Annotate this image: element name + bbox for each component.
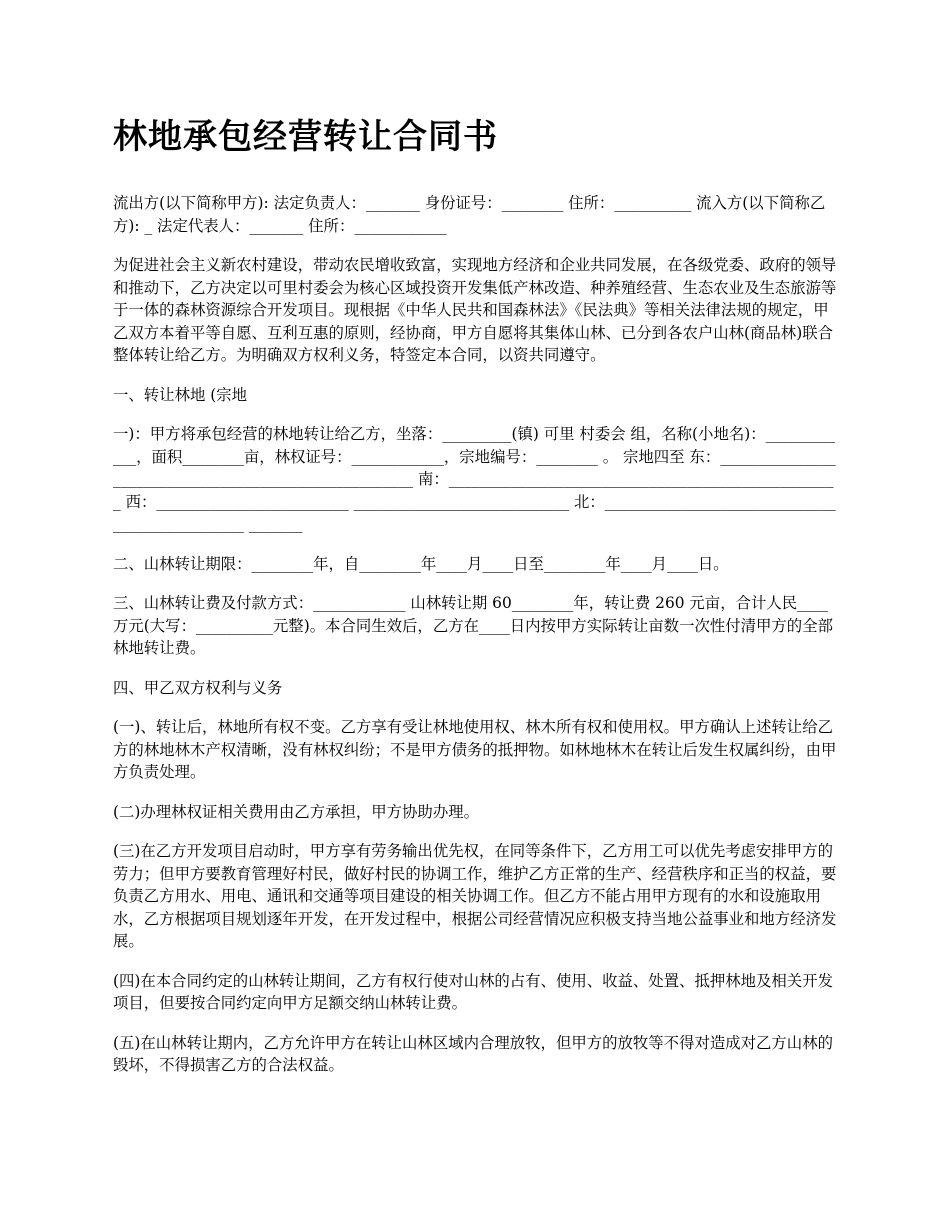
section-2-term-paragraph: 二、山林转让期限：________年，自________年____月____日至________年____月____日。 [113, 554, 729, 573]
clause-5-paragraph: (五)在山林转让期内，乙方允许甲方在转让山林区域内合理放牧，但甲方的放牧等不得对造成对乙方山林的毁坏，不得损害乙方的合法权益。 [113, 1033, 833, 1074]
land-details-paragraph: 一)：甲方将承包经营的林地转让给乙方，坐落：_________(镇) 可里 村委会 组，名称(小地名)：____________，面积________亩，林权证号：____________，宗地编号：________ 。 宗地四至 东：______________________________________________________ 南：___________________________________________________ 西：_________________________ ____________________________ 北：_______________________________________________ _______ [113, 425, 836, 533]
section-1-heading: 一、转让林地 (宗地 [113, 385, 248, 404]
clause-4-paragraph: (四)在本合同约定的山林转让期间，乙方有权行使对山林的占有、使用、收益、处置、抵押林地及相关开发项目，但要按合同约定向甲方足额交纳山林转让费。 [113, 971, 833, 1012]
document-page [113, 112, 840, 1094]
clause-1-paragraph: (一)、转让后，林地所有权不变。乙方享有受让林地使用权、林木所有权和使用权。甲方确认上述转让给乙方的林地林木产权清晰，没有林权纠纷；不是甲方债务的抵押物。如林地林木在转让后发生权属纠纷，由甲方负责处理。 [113, 718, 837, 781]
clause-2-paragraph: (二)办理林权证相关费用由乙方承担，甲方协助办理。 [113, 802, 479, 821]
section-4-heading: 四、甲乙双方权利与义务 [113, 678, 283, 697]
section-3-fee-paragraph: 三、山林转让费及付款方式：____________ 山林转让期 60________年，转让费 260 元亩，合计人民____万元(大写：__________元整)。本合同生效后，乙方在____日内按甲方实际转让亩数一次性付清甲方的全部林地转让费。 [113, 594, 833, 657]
preamble-paragraph: 为促进社会主义新农村建设，带动农民增收致富，实现地方经济和企业共同发展，在各级党委、政府的领导和推动下，乙方决定以可里村委会为核心区域投资开发集低产林改造、种养殖经营、生态农业及生态旅游等于一体的森林资源综合开发项目。现根据《中华人民共和国森林法》《民法典》等相关法律法规的规定，甲乙双方本着平等自愿、互利互惠的原则，经协商，甲方自愿将其集体山林、已分到各农户山林(商品林)联合整体转让给乙方。为明确双方权利义务，特签定本合同，以资共同遵守。 [113, 256, 837, 364]
clause-3-paragraph: (三)在乙方开发项目启动时，甲方享有劳务输出优先权，在同等条件下，乙方用工可以优先考虑安排甲方的劳力；但甲方要教育管理好村民，做好村民的协调工作，维护乙方正常的生产、经营秩序和正当的权益，要负责乙方用水、用电、通讯和交通等项目建设的相关协调工作。但乙方不能占用甲方现有的水和设施取用水，乙方根据项目规划逐年开发，在开发过程中，根据公司经营情况应积极支持当地公益事业和地方经济发展。 [113, 842, 837, 950]
document-title: 林地承包经营转让合同书 [113, 117, 498, 157]
parties-paragraph: 流出方(以下简称甲方): 法定负责人：_______ 身份证号：________ 住所：__________ 流入方(以下简称乙方): _ 法定代表人：_______ 住所：____________ [113, 194, 826, 235]
